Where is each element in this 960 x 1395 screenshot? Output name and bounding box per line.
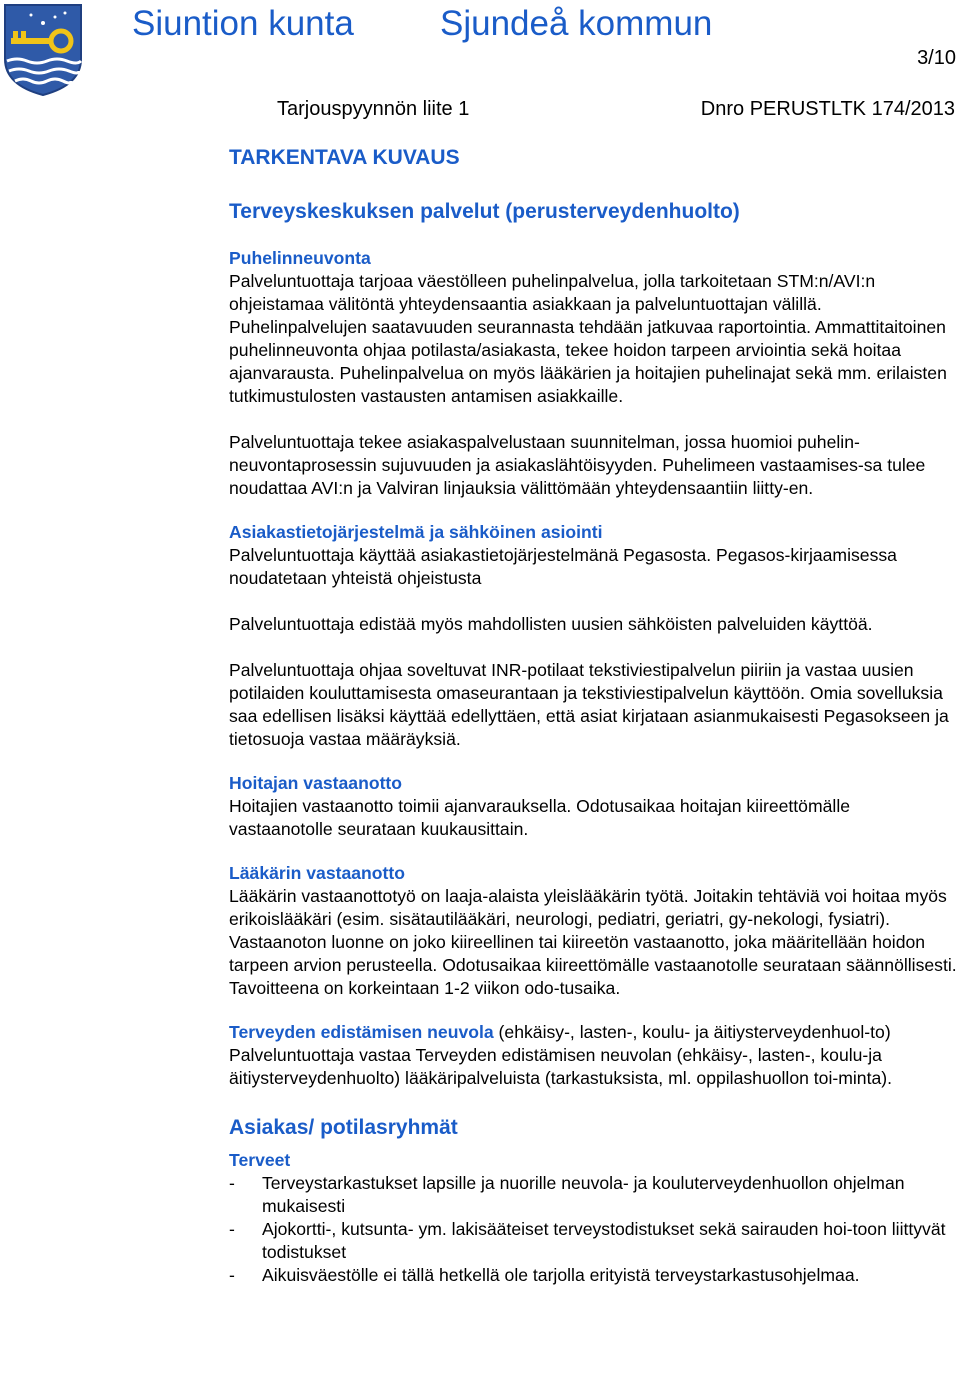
document-body	[229, 144, 957, 1287]
page-number: 3/10	[917, 47, 956, 69]
paragraph: Palveluntuottaja tarjoaa väestölleen puhelinpalvelua, jolla tarkoitetaan STM:n/AVI:n ohjeistamaa välitöntä yhteydensaantia asiakkaan ja palveluntuottajan välillä. Puhelinpalvelujen saatavuuden seurannasta tehdään jatkuvaa raportointia. Ammattitaitoinen puhelinneuvonta ohjaa potilasta/asiakasta, tekee hoidon tarpeen arviointia sekä hoitaa ajanvarausta. Puhelinpalvelua on myös lääkärien ja hoitajien puhelinajat sekä mm. erilaisten tutkimustulosten vastausten antamisen asiakkaille.	[229, 271, 947, 406]
section-heading-bold: Terveyden edistämisen neuvola	[229, 1022, 494, 1042]
list-item	[229, 1218, 957, 1264]
section-nurse-appointment	[229, 772, 957, 841]
municipality-name-swedish: Sjundeå kommun	[440, 4, 713, 43]
section-heading: Puhelinneuvonta	[229, 248, 371, 268]
paragraph: Palveluntuottaja tekee asiakaspalvelustaan suunnitelman, jossa huomioi puhelin-neuvontaprosessin sujuvuuden ja asiakaslähtöisyyden. Puhelimeen vastaamises-sa tulee noudattaa AVI:n ja Valviran linjauksia välittömään yhteydensaantiin liitty-en.	[229, 432, 926, 498]
section-heading	[229, 1021, 957, 1044]
list-item-text: Ajokortti-, kutsunta- ym. lakisääteiset terveystodistukset sekä sairauden hoi-toon liittyvät todistukset	[262, 1219, 946, 1262]
paragraph: Palveluntuottaja edistää myös mahdollisten uusien sähköisten palveluiden käyttöä.	[229, 614, 873, 634]
section-subheading: Terveet	[229, 1150, 291, 1170]
list-item-text: Aikuisväestölle ei tällä hetkellä ole tarjolla erityistä terveystarkastusohjelmaa.	[262, 1265, 860, 1285]
document-subtitle: Terveyskeskuksen palvelut (perusterveydenhuolto)	[229, 200, 740, 223]
section-heading: Hoitajan vastaanotto	[229, 773, 403, 793]
paragraph: Lääkärin vastaanottotyö on laaja-alaista yleislääkärin työtä. Joitakin tehtäviä voi hoitaa myös erikoislääkäri (esim. sisätautilääkäri, neurologi, pediatri, geriatri, gy-nekologi, fysiatri). Vastaanoton luonne on joko kiireellinen tai kiireetön vastaanotto, joka määritellään hoidon tarpeen arvion perusteella. Odotusaikaa kiireettömälle vastaanotolle seurataan säännöllisesti. Tavoitteena on korkeintaan 1-2 viikon odo-tusaika.	[229, 886, 957, 998]
document-reference-number: Dnro PERUSTLTK 174/2013	[700, 98, 955, 120]
list-item-text: Terveystarkastukset lapsille ja nuorille neuvola- ja kouluterveydenhuollon ohjelman mukaisesti	[262, 1173, 905, 1216]
section-heading-suffix: (ehkäisy-, lasten-, koulu- ja äitiysterveydenhuol-to)	[493, 1022, 891, 1042]
dash-bullet-icon: -	[229, 1219, 235, 1239]
attachment-label: Tarjouspyynnön liite 1	[277, 98, 470, 120]
dash-bullet-icon: -	[229, 1173, 235, 1193]
bullet-list	[229, 1172, 957, 1287]
section-patient-information-system	[229, 521, 957, 751]
section-phone-advice	[229, 247, 957, 500]
document-title: TARKENTAVA KUVAUS	[229, 146, 460, 169]
section-healthy	[229, 1149, 957, 1287]
coat-of-arms-key-icon	[3, 3, 83, 97]
paragraph: Palveluntuottaja käyttää asiakastietojärjestelmänä Pegasosta. Pegasos-kirjaamisessa noudatetaan yhteistä ohjeistusta	[229, 545, 897, 588]
paragraph: Palveluntuottaja ohjaa soveltuvat INR-potilaat tekstiviestipalvelun piiriin ja vastaa uusien potilaiden kouluttamisesta omaseurantaan ja tekstiviestipalvelun käyttöön. Omia sovelluksia saa edellisen lisäksi käyttää edellyttäen, että asiat kirjataan asianmukaisesti Pegasokseen ja tietosuoja vastaa määräyksiä.	[229, 660, 949, 749]
section-health-promotion-clinic	[229, 1021, 957, 1090]
section-doctor-appointment	[229, 862, 957, 1000]
paragraph: Palveluntuottaja vastaa Terveyden edistämisen neuvolan (ehkäisy-, lasten-, koulu-ja äitiysterveydenhuolto) lääkäripalveluista (tarkastuksista, ml. oppilashuollon toi-minta).	[229, 1045, 893, 1088]
section-heading: Lääkärin vastaanotto	[229, 863, 405, 883]
paragraph: Hoitajien vastaanotto toimii ajanvarauksella. Odotusaikaa hoitajan kiireettömälle vastaanotolle seurataan kuukausittain.	[229, 796, 851, 839]
section-heading-patient-groups: Asiakas/ potilasryhmät	[229, 1116, 458, 1139]
list-item	[229, 1172, 957, 1218]
list-item	[229, 1264, 957, 1287]
municipality-name-finnish: Siuntion kunta	[132, 4, 354, 43]
section-heading: Asiakastietojärjestelmä ja sähköinen asiointi	[229, 522, 603, 542]
dash-bullet-icon: -	[229, 1265, 235, 1285]
